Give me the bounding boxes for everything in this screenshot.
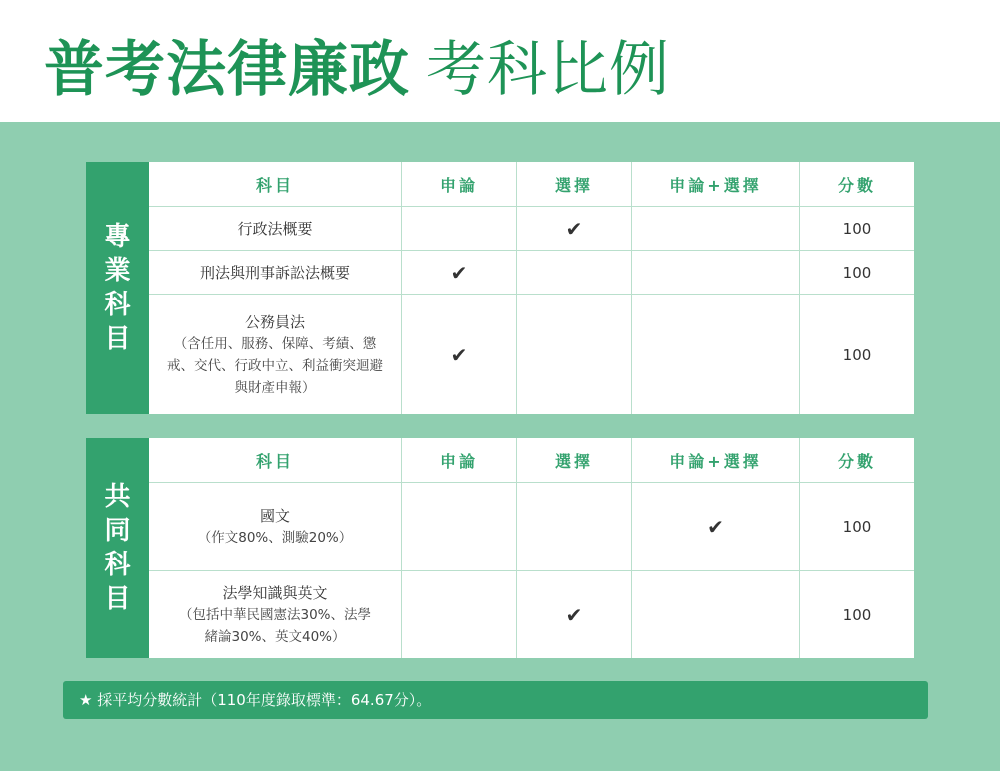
subject-note: （包括中華民國憲法30%、法學緒論30%、英文40%）	[178, 606, 371, 645]
check-icon: ✔	[450, 260, 468, 285]
subject-cell	[149, 571, 401, 658]
mixed-cell	[631, 483, 799, 570]
mixed-cell	[631, 571, 799, 658]
subject-cell: 刑法與刑事訴訟法概要	[199, 264, 350, 282]
check-icon: ✔	[565, 602, 583, 627]
subject-cell	[149, 295, 401, 414]
subject-note: （作文80%、測驗20%）	[197, 529, 353, 546]
header	[0, 0, 1000, 122]
table-grid	[149, 438, 914, 658]
score-cell: 100	[799, 207, 914, 250]
essay-cell	[401, 571, 516, 658]
score-cell: 100	[799, 483, 914, 570]
content-panel	[0, 122, 1000, 771]
score-cell: 100	[799, 295, 914, 414]
table-header-row	[149, 162, 914, 206]
subject-name: 國文	[259, 506, 290, 525]
column-header-choice: 選擇	[516, 438, 631, 482]
choice-cell	[516, 483, 631, 570]
check-icon: ✔	[565, 216, 583, 241]
footnote-bar: ★ 採平均分數統計（110年度錄取標準：64.67分）。	[63, 681, 928, 719]
mixed-cell	[631, 295, 799, 414]
common-subjects-table	[86, 438, 914, 658]
column-header-mixed: 申論+選擇	[631, 438, 799, 482]
professional-subjects-table	[86, 162, 914, 414]
page-title	[44, 30, 670, 110]
column-header-score: 分數	[799, 438, 914, 482]
essay-cell	[401, 483, 516, 570]
check-icon: ✔	[707, 514, 724, 539]
page-title-main: 普考法律廉政	[44, 35, 410, 105]
choice-cell	[516, 251, 631, 294]
section-label-common: 共 同 科 目	[86, 438, 149, 658]
choice-cell	[516, 295, 631, 414]
table-row	[149, 250, 914, 294]
table-row	[149, 206, 914, 250]
subject-name: 法學知識與英文	[222, 583, 328, 602]
subject-cell	[149, 483, 401, 570]
column-header-subject: 科目	[255, 451, 294, 471]
score-cell: 100	[799, 251, 914, 294]
page-title-sub: 考科比例	[426, 35, 670, 105]
essay-cell	[401, 295, 516, 414]
column-header-subject: 科目	[255, 175, 294, 195]
column-header-essay: 申論	[401, 162, 516, 206]
choice-cell	[516, 571, 631, 658]
essay-cell	[401, 207, 516, 250]
table-row	[149, 570, 914, 658]
table-header-row	[149, 438, 914, 482]
mixed-cell	[631, 207, 799, 250]
subject-name: 公務員法	[244, 312, 305, 331]
column-header-essay: 申論	[401, 438, 516, 482]
table-grid	[149, 162, 914, 414]
column-header-score: 分數	[799, 162, 914, 206]
mixed-cell	[631, 251, 799, 294]
subject-note: （含任用、服務、保障、考績、懲戒、交代、行政中立、利益衝突迴避與財產申報）	[167, 335, 383, 396]
table-row	[149, 294, 914, 414]
subject-cell: 行政法概要	[237, 220, 313, 238]
column-header-choice: 選擇	[516, 162, 631, 206]
table-row	[149, 482, 914, 570]
section-label-professional: 專 業 科 目	[86, 162, 149, 414]
essay-cell	[401, 251, 516, 294]
column-header-mixed: 申論+選擇	[631, 162, 799, 206]
check-icon: ✔	[450, 342, 468, 367]
choice-cell	[516, 207, 631, 250]
score-cell: 100	[799, 571, 914, 658]
